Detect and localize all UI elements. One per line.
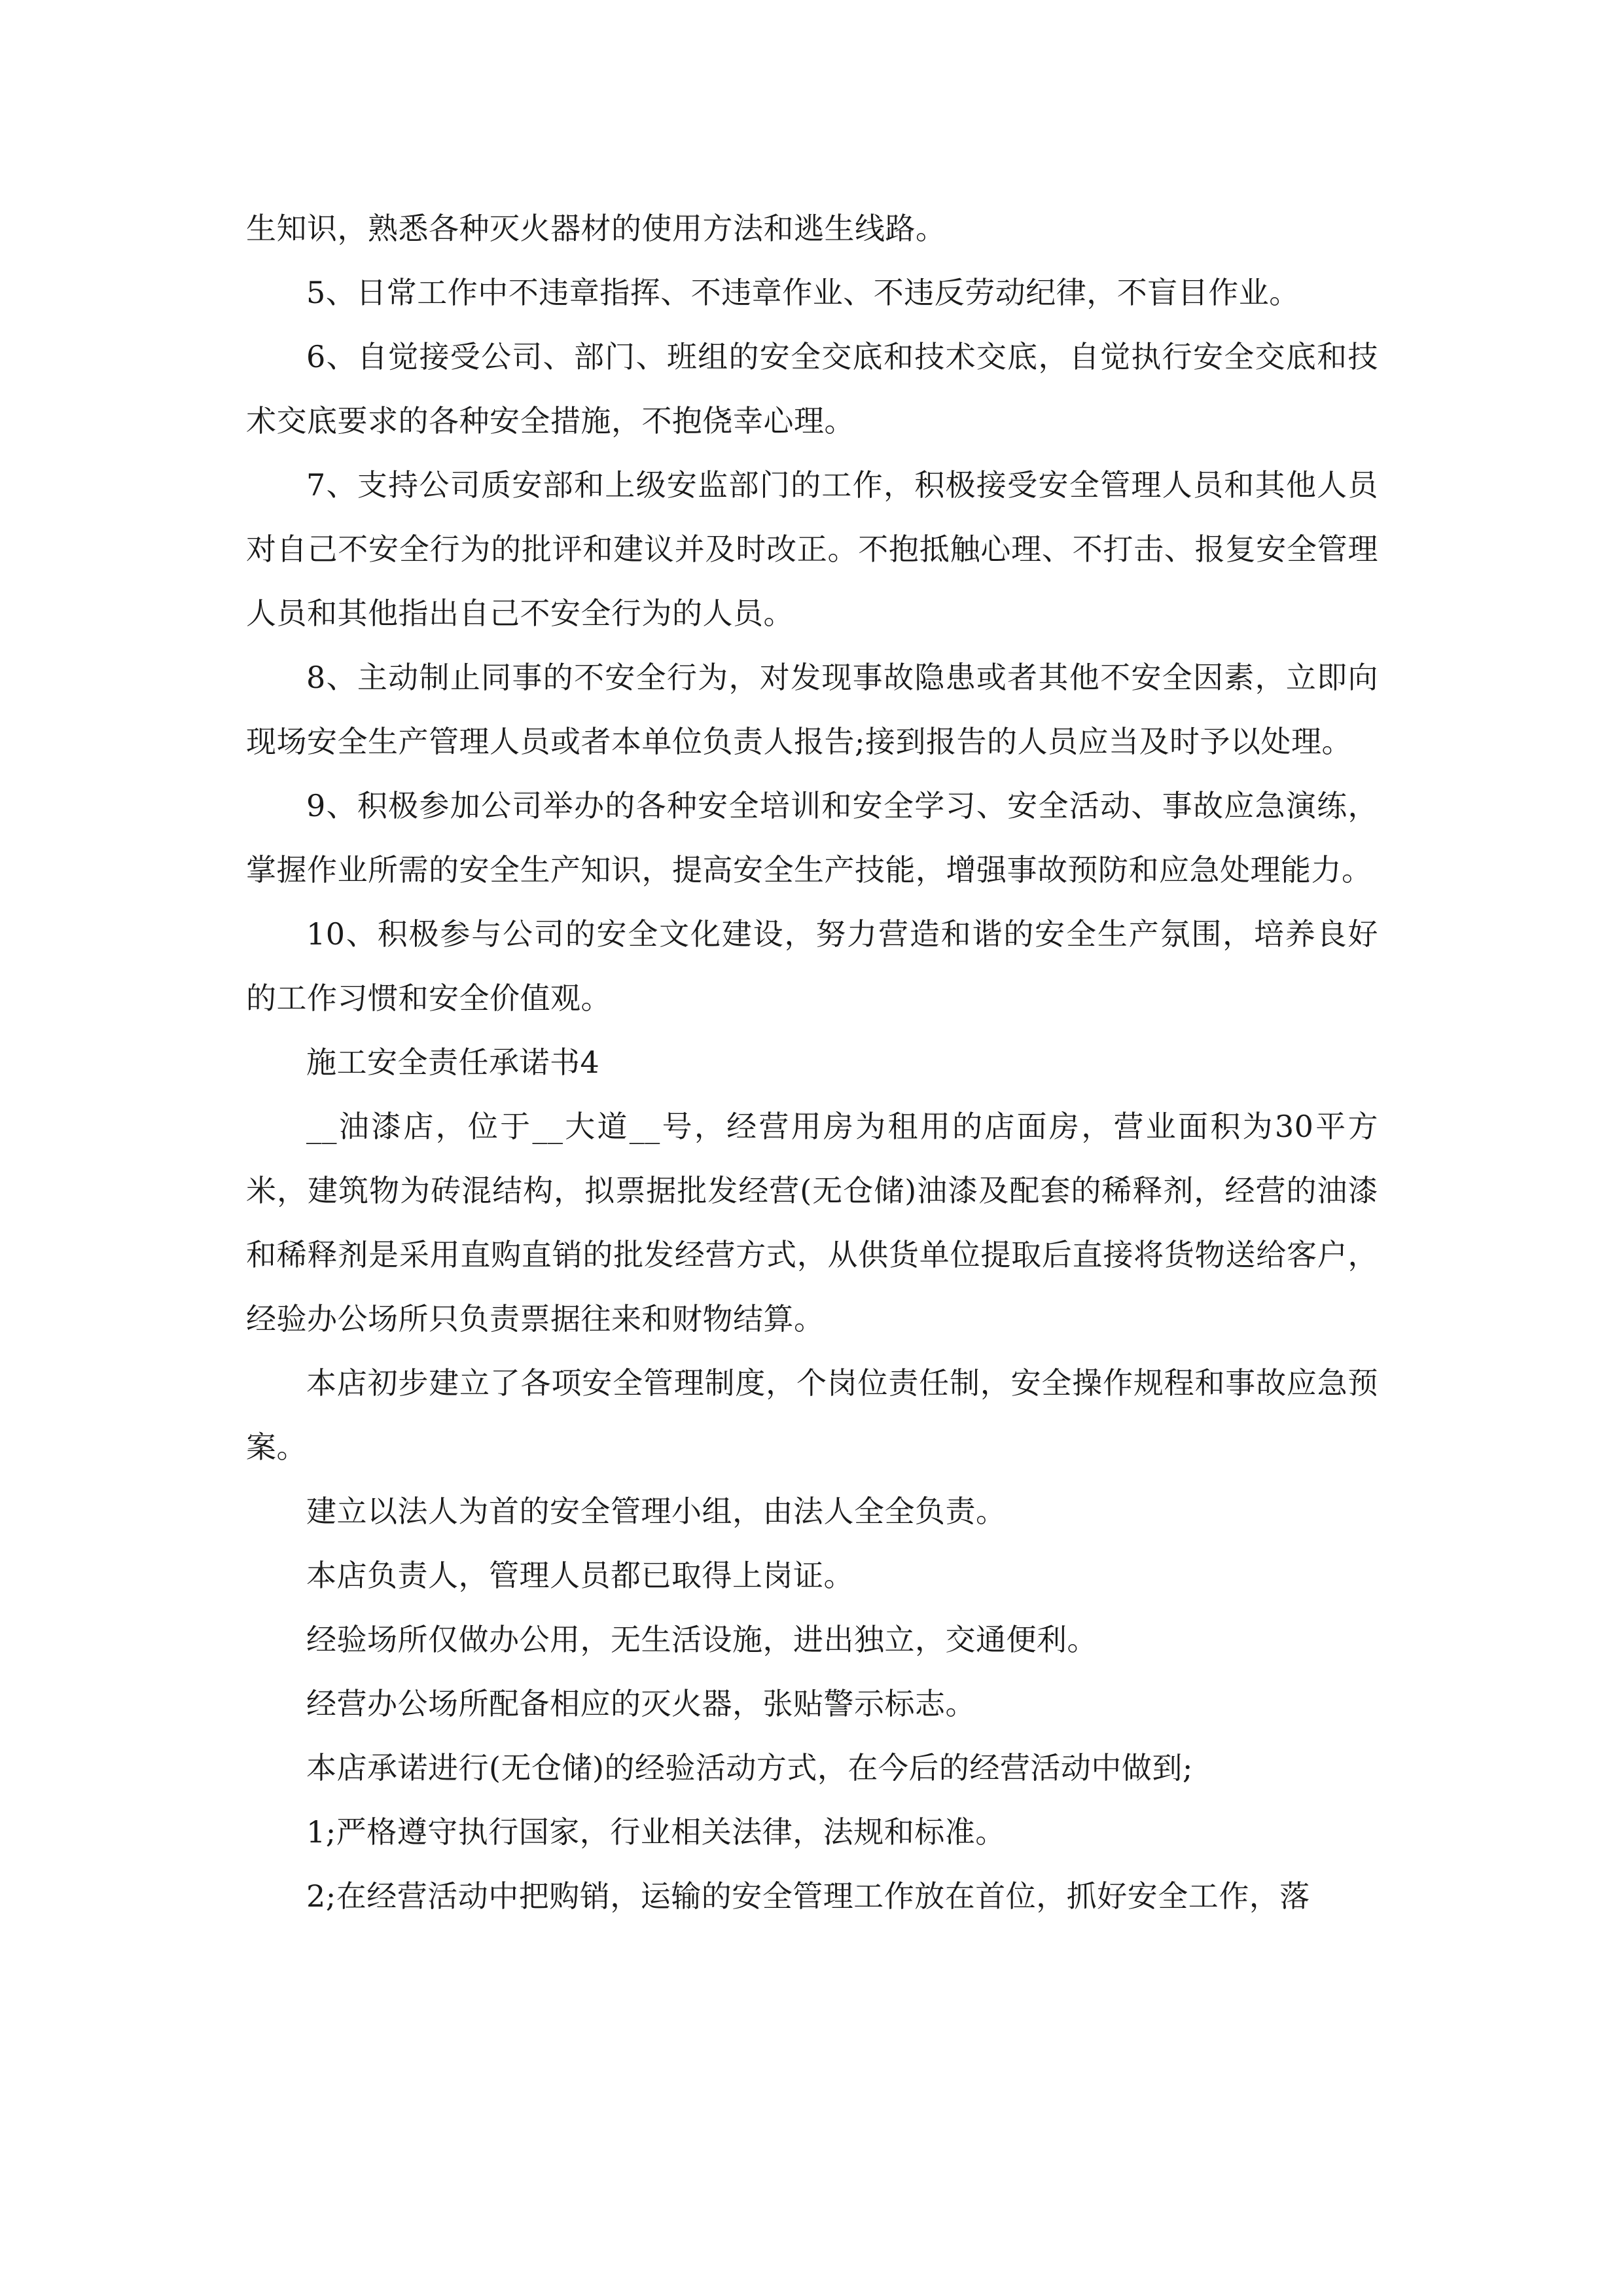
paragraph-item-5: 5、日常工作中不违章指挥、不违章作业、不违反劳动纪律，不盲目作业。 [306, 275, 1300, 310]
paragraph-continuation: 生知识，熟悉各种灭火器材的使用方法和逃生线路。 [246, 211, 946, 246]
paragraph-safety-system: 本店初步建立了各项安全管理制度，个岗位责任制，安全操作规程和事故应急预案。 [246, 1365, 1378, 1465]
paragraph-item-6: 6、自觉接受公司、部门、班组的安全交底和技术交底，自觉执行安全交底和技术交底要求的各种安全措施，不抱侥幸心理。 [246, 339, 1378, 439]
paragraph-item-9: 9、积极参加公司举办的各种安全培训和安全学习、安全活动、事故应急演练，掌握作业所需的安全生产知识，提高安全生产技能，增强事故预防和应急处理能力。 [246, 788, 1378, 888]
document-body [246, 196, 1378, 1928]
paragraph-item-7: 7、支持公司质安部和上级安监部门的工作，积极接受安全管理人员和其他人员对自己不安全行为的批评和建议并及时改正。不抱抵触心理、不打击、报复安全管理人员和其他指出自己不安全行为的人员。 [246, 467, 1378, 631]
paragraph-safety-group: 建立以法人为首的安全管理小组，由法人全全负责。 [306, 1494, 1007, 1529]
paragraph-certificates: 本店负责人，管理人员都已取得上岗证。 [306, 1558, 854, 1593]
paragraph-promise: 本店承诺进行(无仓储)的经验活动方式，在今后的经营活动中做到; [306, 1750, 1193, 1785]
paragraph-shop-description: __油漆店，位于__大道__号，经营用房为租用的店面房，营业面积为30平方米，建筑物为砖混结构，拟票据批发经营(无仓储)油漆及配套的稀释剂，经营的油漆和稀释剂是采用直购直销的批发经营方式，从供货单位提取后直接将货物送给客户，经验办公场所只负责票据往来和财物结算。 [246, 1109, 1378, 1336]
paragraph-extinguishers: 经营办公场所配备相应的灭火器，张贴警示标志。 [306, 1686, 976, 1721]
section-heading: 施工安全责任承诺书4 [306, 1045, 600, 1080]
paragraph-office-use: 经验场所仅做办公用，无生活设施，进出独立，交通便利。 [306, 1622, 1097, 1657]
paragraph-item-10: 10、积极参与公司的安全文化建设，努力营造和谐的安全生产氛围，培养良好的工作习惯和安全价值观。 [246, 916, 1378, 1016]
paragraph-promise-item-1: 1;严格遵守执行国家，行业相关法律，法规和标准。 [306, 1814, 1006, 1850]
paragraph-promise-item-2: 2;在经营活动中把购销，运输的安全管理工作放在首位，抓好安全工作，落 [306, 1878, 1310, 1914]
paragraph-item-8: 8、主动制止同事的不安全行为，对发现事故隐患或者其他不安全因素，立即向现场安全生产管理人员或者本单位负责人报告;接到报告的人员应当及时予以处理。 [246, 660, 1378, 759]
